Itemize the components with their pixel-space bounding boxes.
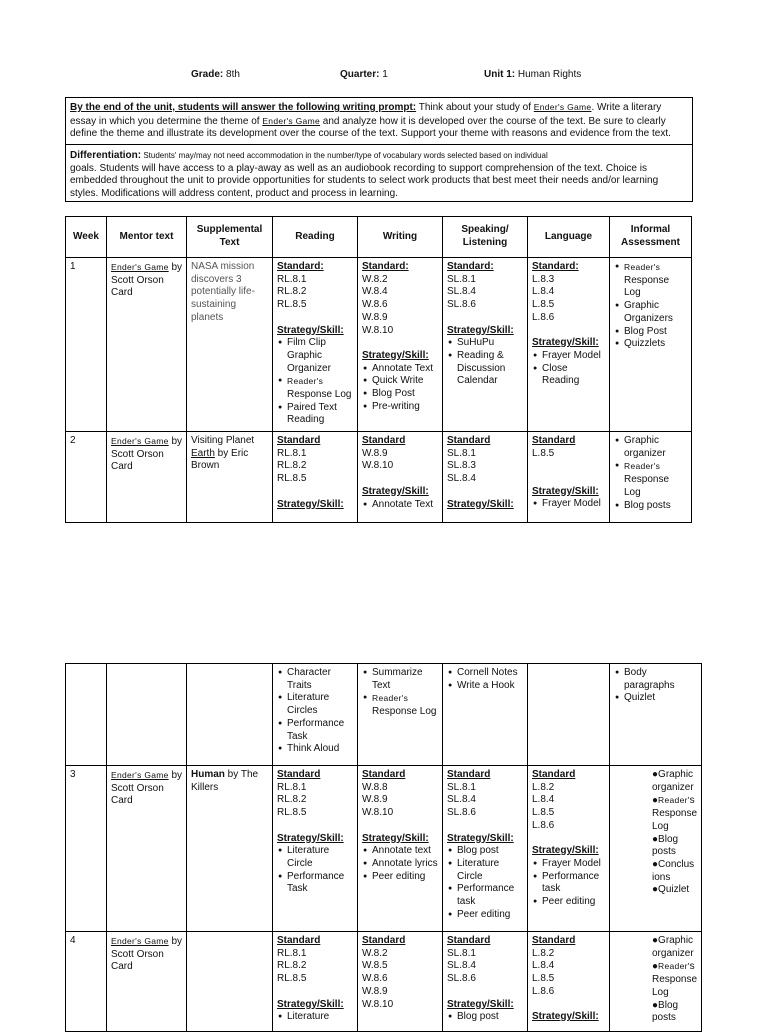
col-header-week: Week	[66, 217, 107, 258]
list-item: ● Close Reading	[542, 363, 605, 388]
list-item: ● Summarize Text	[372, 667, 438, 692]
assessment-cell	[610, 932, 702, 1032]
table-row-week-3	[66, 766, 702, 932]
table-row-week-1	[66, 258, 692, 432]
mentor-cell: Ender's Game by Scott Orson Card	[107, 932, 187, 1032]
table-row-week-4	[66, 932, 702, 1032]
writing-cell: Standard W.8.8 W.8.9 W.8.10 Strategy/Skill: ● Annotate text ● Annotate lyrics ● Peer editing	[358, 766, 443, 932]
list-item: ● Performance Task	[287, 718, 353, 743]
list-item: ● Reader's Response Log	[624, 261, 687, 300]
writing-cell: Standard W.8.9 W.8.10 Strategy/Skill: ● Annotate Text	[358, 432, 443, 523]
table-header-row	[66, 217, 692, 258]
list-item: ● Write a Hook	[457, 680, 523, 693]
mentor-cell: Ender's Game by Scott Orson Card	[107, 258, 187, 432]
list-item: ● Literature Circle	[287, 845, 353, 870]
list-item: ●Quizlet	[652, 884, 690, 896]
list-item: ● Blog Post	[372, 388, 438, 401]
list-item: ● Frayer Model	[542, 350, 605, 363]
list-item: ● Performance Task	[287, 871, 353, 896]
supplemental-cell: Visiting Planet Earth by Eric Brown	[187, 432, 273, 523]
mentor-cell	[107, 664, 187, 766]
list-item: ● Reader's Response Log	[287, 375, 353, 401]
week-cell: 3	[66, 766, 107, 932]
col-header-mentor: Mentor text	[107, 217, 187, 258]
list-item: ● Graphic organizer	[624, 435, 687, 460]
supplemental-cell: NASA mission discovers 3 potentially life-sustaining planets	[187, 258, 273, 432]
list-item: ● Paired Text Reading	[287, 402, 353, 427]
col-header-assessment: Informal Assessment	[610, 217, 692, 258]
list-item: ● Blog posts	[624, 500, 687, 513]
list-item: ● Character Traits	[287, 667, 353, 692]
prompt-lead: By the end of the unit, students will answer the following writing prompt:	[70, 102, 417, 113]
list-item: ● Blog Post	[624, 326, 687, 339]
list-item: ● Reader's Response Log	[624, 460, 687, 499]
col-header-reading: Reading	[273, 217, 358, 258]
list-item: ● Frayer Model	[542, 498, 605, 511]
col-header-writing: Writing	[358, 217, 443, 258]
week-cell: 1	[66, 258, 107, 432]
list-item: ●Reader's Response Log	[652, 795, 698, 832]
list-item: ● Frayer Model	[542, 858, 605, 871]
list-item: ● Literature Circles	[287, 692, 353, 717]
mentor-cell: Ender's Game by Scott Orson Card	[107, 432, 187, 523]
col-header-language: Language	[528, 217, 610, 258]
assessment-cell	[610, 766, 702, 932]
list-item: ● Performance task	[457, 883, 523, 908]
language-cell: Standard: L.8.3 L.8.4 L.8.5 L.8.6 Strategy/Skill: ● Frayer Model ● Close Reading	[528, 258, 610, 432]
list-item: ● Blog post	[457, 845, 523, 858]
list-item: ● Blog post	[457, 1011, 523, 1024]
reading-cell: Standard RL.8.1 RL.8.2 RL.8.5 Strategy/Skill: ● Literature Circle ● Performance Task	[273, 766, 358, 932]
assessment-cell	[610, 432, 692, 523]
supplemental-cell: Human by The Killers	[187, 766, 273, 932]
assessment-cell	[610, 664, 702, 766]
col-header-speaking: Speaking/ Listening	[443, 217, 528, 258]
writing-cell: Standard: W.8.2 W.8.4 W.8.6 W.8.9 W.8.10 Strategy/Skill: ● Annotate Text ● Quick Write ● Blog Post ● Pre-writing	[358, 258, 443, 432]
reading-cell: Standard RL.8.1 RL.8.2 RL.8.5 Strategy/Skill:	[273, 432, 358, 523]
list-item: ● Quizzlets	[624, 338, 687, 351]
list-item: ● Annotate Text	[372, 499, 438, 512]
language-cell: Standard L.8.5 Strategy/Skill: ● Frayer Model	[528, 432, 610, 523]
speaking-cell: Standard SL.8.1 SL.8.4 SL.8.6 Strategy/Skill: ● Blog post	[443, 932, 528, 1032]
table-row-week-2	[66, 432, 692, 523]
speaking-cell: Standard SL.8.1 SL.8.4 SL.8.6 Strategy/Skill: ● Blog post ● Literature Circle ● Performance task ● Peer editing	[443, 766, 528, 932]
list-item: ●Conclus ions	[652, 858, 695, 883]
col-header-supplemental: Supplemental Text	[187, 217, 273, 258]
language-cell	[528, 664, 610, 766]
reading-cell	[273, 664, 358, 766]
list-item: ● Film Clip Graphic Organizer	[287, 337, 353, 375]
table-row-week-2-continued	[66, 664, 702, 766]
differentiation-box: Differentiation: Students' may/may not need accommodation in the number/type of vocabulary words selected based on individual goals. Students will have access to a play-away as well as an audiobook recording to support comprehension of the text. Choice is embedded throughout the unit to provide opportunities for students to select work products that best meet their needs and/or learning styles. Modifications will address content, product and process in learning.	[65, 145, 693, 202]
list-item: ● Pre-writing	[372, 401, 438, 414]
supplemental-cell	[187, 664, 273, 766]
list-item: ● SuHuPu	[457, 337, 523, 350]
reading-cell: Standard RL.8.1 RL.8.2 RL.8.5 Strategy/Skill: ● Literature	[273, 932, 358, 1032]
list-item: ● Performance task	[542, 871, 605, 896]
differentiation-label: Differentiation:	[70, 150, 142, 161]
list-item: ●Blog posts	[652, 833, 679, 858]
unit-plan-table-2	[65, 663, 702, 1032]
reading-cell: Standard: RL.8.1 RL.8.2 RL.8.5 Strategy/Skill: ● Film Clip Graphic Organizer ● Reader's Response Log ● Paired Text Reading	[273, 258, 358, 432]
list-item: ● Literature Circle	[457, 858, 523, 883]
list-item: ● Cornell Notes	[457, 667, 523, 680]
mentor-cell: Ender's Game by Scott Orson Card	[107, 766, 187, 932]
list-item: ● Literature	[287, 1011, 353, 1024]
list-item: ● Peer editing	[457, 909, 523, 922]
list-item: ●Graphic organizer	[652, 935, 694, 959]
writing-prompt-box: By the end of the unit, students will answer the following writing prompt: Think about your study of Ender's Game. Write a literary essay in which you determine the theme of Ender's Game and analyze how it is developed over the course of the text. Be sure to clearly define the theme and illustrate its development over the course of the text. Support your theme with reasons and evidence from the text.	[65, 97, 693, 145]
list-item: ● Peer editing	[372, 871, 438, 884]
list-item: ● Annotate lyrics	[372, 858, 438, 871]
language-cell: Standard L.8.2 L.8.4 L.8.5 L.8.6 Strategy/Skill:	[528, 932, 610, 1032]
week-cell: 4	[66, 932, 107, 1032]
speaking-cell: Standard: SL.8.1 SL.8.4 SL.8.6 Strategy/Skill: ● SuHuPu ● Reading & Discussion Calendar	[443, 258, 528, 432]
week-cell: 2	[66, 432, 107, 523]
list-item: ● Body paragraphs	[624, 667, 697, 692]
supplemental-cell	[187, 932, 273, 1032]
speaking-cell: Standard SL.8.1 SL.8.3 SL.8.4 Strategy/Skill:	[443, 432, 528, 523]
unit-plan-table-1	[65, 216, 692, 523]
list-item: ● Peer editing	[542, 896, 605, 909]
list-item: ● Think Aloud	[287, 743, 353, 756]
list-item: ●Graphic organizer	[652, 769, 694, 793]
list-item: ● Annotate text	[372, 845, 438, 858]
list-item: ● Reader's Response Log	[372, 692, 438, 718]
list-item: ● Quick Write	[372, 375, 438, 388]
list-item: ● Reading & Discussion Calendar	[457, 350, 523, 388]
list-item: ●Blog posts	[652, 999, 679, 1024]
list-item: ● Quizlet	[624, 692, 697, 705]
speaking-cell	[443, 664, 528, 766]
writing-cell: Standard W.8.2 W.8.5 W.8.6 W.8.9 W.8.10	[358, 932, 443, 1032]
list-item: ●Reader's Response Log	[652, 961, 698, 998]
list-item: ● Graphic Organizers	[624, 300, 687, 325]
assessment-cell	[610, 258, 692, 432]
grade-label: Grade: 8th	[191, 69, 240, 80]
unit-label: Unit 1: Human Rights	[484, 69, 582, 80]
week-cell	[66, 664, 107, 766]
language-cell: Standard L.8.2 L.8.4 L.8.5 L.8.6 Strategy/Skill: ● Frayer Model ● Performance task ● Peer editing	[528, 766, 610, 932]
writing-cell	[358, 664, 443, 766]
differentiation-body: goals. Students will have access to a play-away as well as an audiobook recording to support comprehension of the text. Choice is embedded throughout the unit to provide opportunities for students to select work products that best meet their needs and/or learning styles. Modifications will address content, product and process in learning.	[70, 162, 659, 200]
quarter-label: Quarter: 1	[340, 69, 388, 80]
list-item: ● Annotate Text	[372, 363, 438, 376]
